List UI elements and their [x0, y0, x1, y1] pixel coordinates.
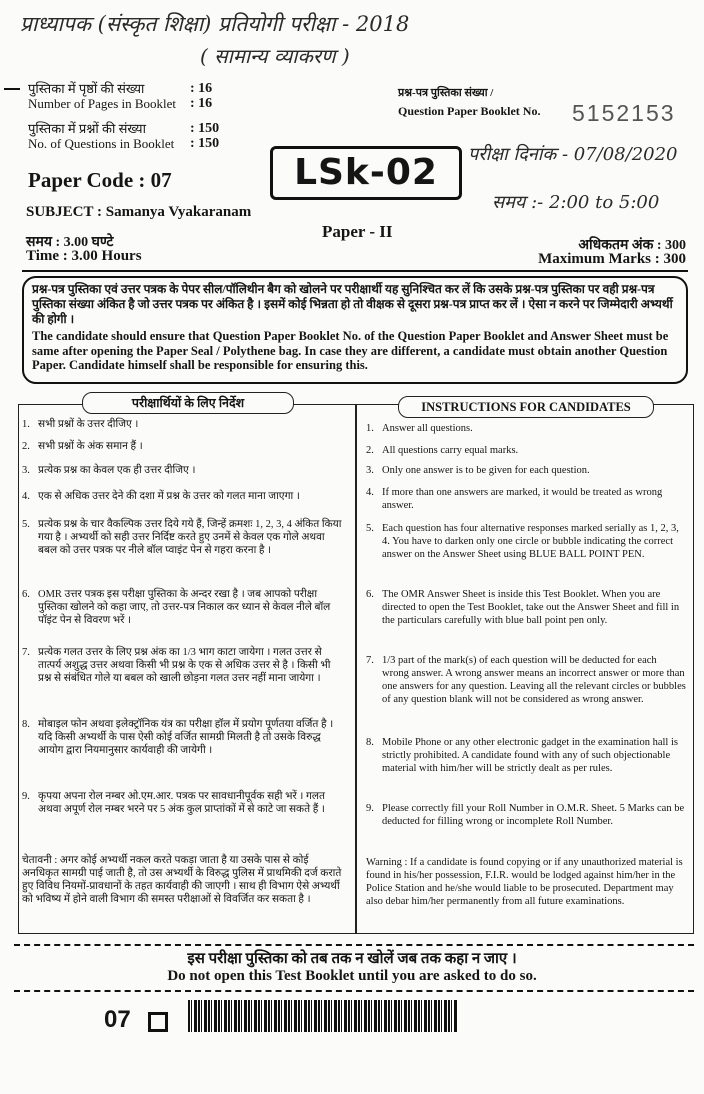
- questions-label-en: No. of Questions in Booklet: [28, 136, 175, 151]
- item-number: 9.: [366, 803, 374, 814]
- item-number: 2.: [366, 445, 374, 456]
- notice-hi: प्रश्न-पत्र पुस्तिका एवं उत्तर पत्रक के पेपर सील/पॉलिथीन बैग को खोलने पर परीक्षार्थी यह सुनिश्चित कर लें कि उसके प्रश्न-पत्र पुस्तिका पर वही प्रश्न-पत्र पुस्तिका संख्या अंकित है जो उत्तर पत्रक पर अंकित है । इसमें कोई भिन्नता हो तो वीक्षक से दूसरा प्रश्न-पत्र प्राप्त कर लें । ऐसा न करने पर जिम्मेदारी अभ्यर्थी की होगी ।: [32, 282, 673, 326]
- item-text: एक से अधिक उत्तर देने की दशा में प्रश्न के उत्तर को गलत माना जाएगा ।: [38, 491, 300, 502]
- item-number: 9.: [22, 791, 30, 802]
- booklet-no-value: 5152153: [572, 100, 676, 126]
- item-number: 4.: [22, 491, 30, 502]
- bottom-dashed-top: [14, 944, 694, 946]
- item-number: 7.: [366, 655, 374, 666]
- barcode: [188, 1000, 458, 1032]
- item-number: 2.: [22, 441, 30, 452]
- item-text: कृपया अपना रोल नम्बर ओ.एम.आर. पत्रक पर सावधानीपूर्वक सही भरें । गलत अथवा अपूर्ण रोल नम्बर भरने पर 5 अंक कुल प्राप्तांकों में से काटे जा सकते हैं ।: [38, 791, 326, 815]
- subject: SUBJECT : Samanya Vyakaranam: [26, 204, 252, 220]
- item-number: 7.: [22, 647, 30, 658]
- item-text: Please correctly fill your Roll Number in O.M.R. Sheet. 5 Marks can be deducted for filling wrong or incomplete Roll Number.: [382, 803, 685, 827]
- item-text: All questions carry equal marks.: [382, 445, 519, 456]
- item-text: OMR उत्तर पत्रक इस परीक्षा पुस्तिका के अन्दर रखा है । जब आपको परीक्षा पुस्तिका खोलने को कहा जाए, तो उत्तर-पत्र निकाल कर ध्यान से केवल नीले बॉल पॉइंट पेन से विवरण भरें ।: [38, 589, 331, 626]
- item-number: 8.: [22, 719, 30, 730]
- bottom-dashed-bottom: [14, 990, 694, 992]
- hindi-instructions-title: परीक्षार्थियों के लिए निर्देश: [82, 392, 294, 414]
- pages-value-1: : 16: [190, 81, 213, 96]
- paper-number: Paper - II: [322, 222, 393, 241]
- item-text: सभी प्रश्नों के उत्तर दीजिए ।: [38, 419, 139, 430]
- english-instructions-title: INSTRUCTIONS FOR CANDIDATES: [398, 396, 654, 418]
- item-number: 6.: [22, 589, 30, 600]
- footer-checkbox: [148, 1012, 168, 1032]
- item-text: प्रत्येक गलत उत्तर के लिए प्रश्न अंक का 1/3 भाग काटा जायेगा । गलत उत्तर से तात्पर्य अशुद्ध उत्तर अथवा किसी भी प्रश्न के एक से अधिक उत्तर से है । किसी भी प्रश्न से संबंधित गोले या बबल को खाली छोड़ना गलत उत्तर नहीं माना जायेगा ।: [38, 647, 331, 684]
- handwritten-exam-date: परीक्षा दिनांक - 07/08/2020: [468, 144, 678, 165]
- marks-hi: अधिकतम अंक : 300: [578, 238, 686, 253]
- handwritten-exam-time: समय :- 2:00 to 5:00: [492, 192, 660, 213]
- item-number: 3.: [22, 465, 30, 476]
- dash-mark: [4, 88, 20, 90]
- item-number: 1.: [366, 423, 374, 434]
- header-rule: [22, 270, 688, 272]
- questions-value-1: : 150: [190, 121, 220, 136]
- bottom-warning-hi: इस परीक्षा पुस्तिका को तब तक न खोलें जब तक कहा न जाए ।: [187, 951, 517, 967]
- footer-paper-code: 07: [104, 1006, 131, 1033]
- item-text: चेतावनी : अगर कोई अभ्यर्थी नकल करते पकड़ा जाता है या उसके पास से कोई अनधिकृत सामग्री पाई जाती है, तो उस अभ्यर्थी के विरुद्ध पुलिस में प्राथमिकी दर्ज कराते हुए विविध नियमों-प्रावधानों के तहत कार्यवाही की जाएगी । साथ ही विभाग ऐसे अभ्यर्थी को भविष्य में होने वाली विभाग की समस्त परीक्षाओं से विवर्जित कर सकता है ।: [22, 855, 342, 905]
- item-text: प्रत्येक प्रश्न का केवल एक ही उत्तर दीजिए ।: [38, 465, 196, 476]
- item-text: Only one answer is to be given for each question.: [382, 465, 590, 476]
- booklet-check-notice: [22, 276, 688, 384]
- questions-label-hi: पुस्तिका में प्रश्नों की संख्या: [28, 121, 146, 136]
- booklet-no-label-en: Question Paper Booklet No.: [398, 104, 541, 118]
- item-text: सभी प्रश्नों के अंक समान हैं ।: [38, 441, 143, 452]
- series-code-box: LSk-02: [270, 146, 462, 200]
- item-text: If more than one answers are marked, it would be treated as wrong answer.: [382, 487, 663, 511]
- pages-label-hi: पुस्तिका में पृष्ठों की संख्या: [28, 81, 145, 96]
- item-text: The OMR Answer Sheet is inside this Test Booklet. When you are directed to open the Test Booklet, take out the Answer Sheet and fill in the particulars carefully with blue ball point pen only.: [382, 589, 680, 626]
- handwritten-exam-title: प्राध्यापक (संस्कृत शिक्षा) प्रतियोगी परीक्षा - 2018: [20, 12, 410, 36]
- paper-code: Paper Code : 07: [28, 168, 172, 192]
- list-item: [22, 518, 348, 578]
- time-en: Time : 3.00 Hours: [26, 248, 142, 264]
- item-number: 4.: [366, 487, 374, 498]
- handwritten-subject: ( सामान्य व्याकरण ): [200, 44, 350, 68]
- item-number: 8.: [366, 737, 374, 748]
- item-text: प्रत्येक प्रश्न के चार वैकल्पिक उत्तर दिये गये हैं, जिन्हें क्रमशः 1, 2, 3, 4 अंकित किया गया है । अभ्यर्थी को सही उत्तर निर्दिष्ट करते हुए उनमें से केवल एक गोले अथवा बबल को उत्तर पत्रक पर नीले बॉल प्वाइंट पेन से गहरा करना है ।: [38, 519, 342, 556]
- pages-value-2: : 16: [190, 96, 213, 111]
- questions-value-2: : 150: [190, 136, 220, 151]
- notice-en: The candidate should ensure that Question Paper Booklet No. of the Question Paper Booklet and Answer Sheet must be same after opening the Paper Seal / Polythene bag. In case they are different, a candidate must obtain another Question Paper. Candidate himself shall be responsible for ensuring this.: [32, 329, 669, 372]
- bottom-warning-en: Do not open this Test Booklet until you are asked to do so.: [167, 968, 537, 984]
- item-text: Each question has four alternative responses marked serially as 1, 2, 3, 4. You have to darken only one circle or bubble indicating the correct answer on the Answer Sheet using BLUE BALL POINT PEN.: [382, 523, 679, 560]
- marks-en: Maximum Marks : 300: [538, 251, 686, 267]
- pages-label-en: Number of Pages in Booklet: [28, 96, 177, 111]
- item-number: 6.: [366, 589, 374, 600]
- item-text: 1/3 part of the mark(s) of each question will be deducted for each wrong answer. A wrong answer means an incorrect answer or more than one answers for any question. Leaving all the relevant circles or bubbles of any question blank will not be considered as wrong answer.: [382, 655, 686, 705]
- time-hi: समय : 3.00 घण्टे: [26, 235, 114, 250]
- item-text: Warning : If a candidate is found copying or if any unauthorized material is found in his/her possession, F.I.R. would be lodged against him/her in the Police Station and he/she would liable to be prosecuted. Department may also debar him/her permanently from all future examinations.: [366, 857, 683, 907]
- item-text: मोबाइल फोन अथवा इलेक्ट्रॉनिक यंत्र का परीक्षा हॉल में प्रयोग पूर्णतया वर्जित है । यदि किसी अभ्यर्थी के पास ऐसी कोई वर्जित सामग्री मिलती है तो उसके विरुद्ध आयोग द्वारा नियमानुसार कार्यवाही की जायेगी ।: [38, 719, 334, 756]
- item-number: 1.: [22, 419, 30, 430]
- item-text: Mobile Phone or any other electronic gadget in the examination hall is strictly prohibited. A candidate found with any of such objectionable material with him/her will be strictly dealt as per rules.: [382, 737, 678, 774]
- item-number: 5.: [366, 523, 374, 534]
- item-number: 5.: [22, 519, 30, 530]
- item-number: 3.: [366, 465, 374, 476]
- item-text: Answer all questions.: [382, 423, 473, 434]
- booklet-no-label-hi: प्रश्न-पत्र पुस्तिका संख्या /: [398, 87, 494, 99]
